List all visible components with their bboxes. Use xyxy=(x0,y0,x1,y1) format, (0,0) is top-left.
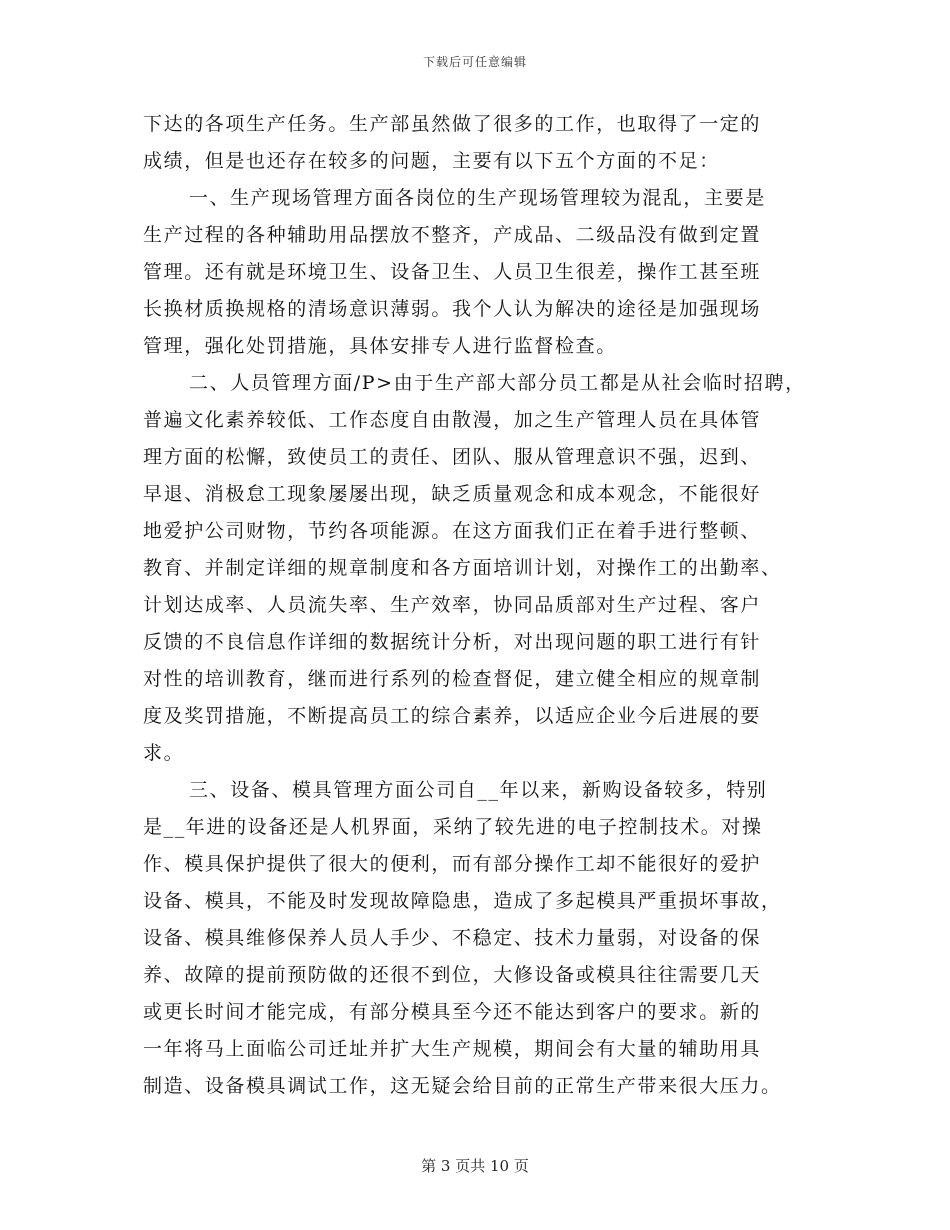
text-line: 或更长时间才能完成，有部分模具至今还不能达到客户的要求。新的 xyxy=(143,1001,762,1023)
text-line: 制造、设备模具调试工作，这无疑会给目前的正常生产带来很大压力。 xyxy=(143,1075,782,1097)
text-line: 普遍文化素养较低、工作态度自由散漫，加之生产管理人员在具体管 xyxy=(143,409,762,431)
page-header: 下载后可任意编辑 xyxy=(422,55,527,69)
text-line: 求。 xyxy=(143,742,185,764)
paragraph-start-line: 二、人员管理方面/P>由于生产部大部分员工都是从社会临时招聘， xyxy=(189,372,806,394)
text-line: 计划达成率、人员流失率、生产效率，协同品质部对生产过程、客户 xyxy=(143,594,762,616)
text-line: 养、故障的提前预防做的还很不到位，大修设备或模具往往需要几天 xyxy=(143,964,762,986)
text-line: 设备、模具维修保养人员人手少、不稳定、技术力量弱，对设备的保 xyxy=(143,927,762,949)
text-line: 作、模具保护提供了很大的便利，而有部分操作工却不能很好的爱护 xyxy=(143,853,762,875)
text-line: 下达的各项生产任务。生产部虽然做了很多的工作，也取得了一定的 xyxy=(143,113,762,135)
text-line: 一年将马上面临公司迁址并扩大生产规模，期间会有大量的辅助用具 xyxy=(143,1038,762,1060)
paragraph-start-line: 一、生产现场管理方面各岗位的生产现场管理较为混乱，主要是 xyxy=(189,187,766,209)
text-line: 长换材质换规格的清场意识薄弱。我个人认为解决的途径是加强现场 xyxy=(143,298,762,320)
text-line: 地爱护公司财物，节约各项能源。在这方面我们正在着手进行整顿、 xyxy=(143,520,762,542)
text-line: 管理，强化处罚措施，具体安排专人进行监督检查。 xyxy=(143,335,617,357)
text-line: 理方面的松懈，致使员工的责任、团队、服从管理意识不强，迟到、 xyxy=(143,446,762,468)
text-line: 反馈的不良信息作详细的数据统计分析，对出现问题的职工进行有针 xyxy=(143,631,762,653)
text-line: 成绩，但是也还存在较多的问题，主要有以下五个方面的不足： xyxy=(143,150,720,172)
text-line: 教育、并制定详细的规章制度和各方面培训计划，对操作工的出勤率、 xyxy=(143,557,782,579)
text-line: 生产过程的各种辅助用品摆放不整齐，产成品、二级品没有做到定置 xyxy=(143,224,762,246)
text-line: 设备、模具，不能及时发现故障隐患，造成了多起模具严重损坏事故， xyxy=(143,890,782,912)
text-line: 度及奖罚措施，不断提高员工的综合素养，以适应企业今后进展的要 xyxy=(143,705,762,727)
page-footer: 第 3 页共 10 页 xyxy=(421,1157,529,1175)
paragraph-start-line: 三、设备、模具管理方面公司自__年以来，新购设备较多，特别 xyxy=(189,779,768,801)
text-line: 对性的培训教育，继而进行系列的检查督促，建立健全相应的规章制 xyxy=(143,668,762,690)
text-line: 早退、消极怠工现象屡屡出现，缺乏质量观念和成本观念，不能很好 xyxy=(143,483,762,505)
text-line: 是__年进的设备还是人机界面，采纳了较先进的电子控制技术。对操 xyxy=(143,816,763,838)
text-line: 管理。还有就是环境卫生、设备卫生、人员卫生很差，操作工甚至班 xyxy=(143,261,762,283)
document-body xyxy=(143,106,823,1105)
